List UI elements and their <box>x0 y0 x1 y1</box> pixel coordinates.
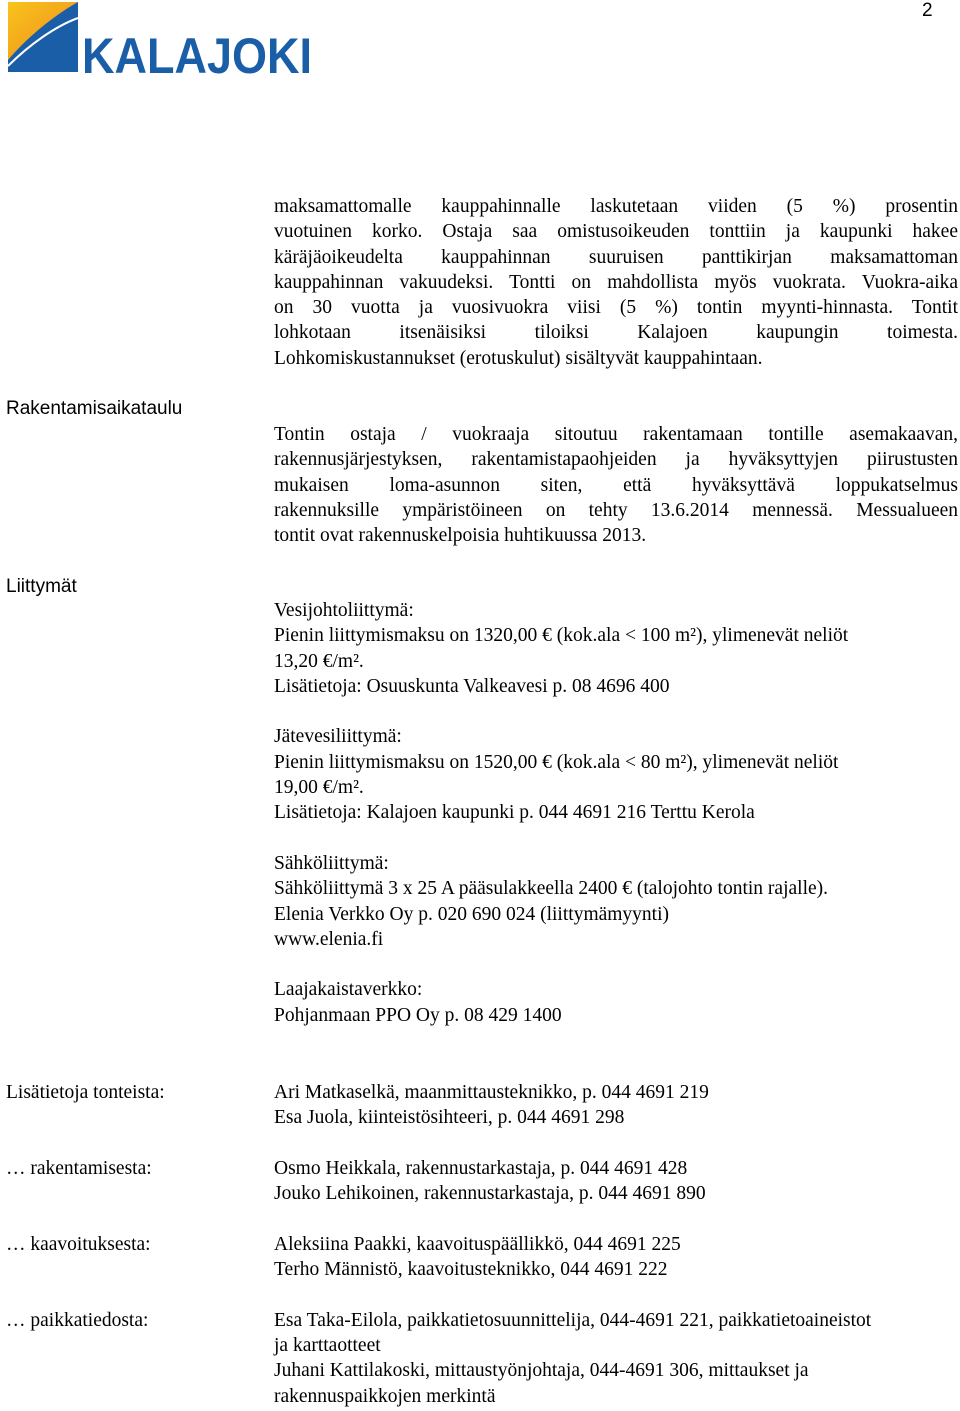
contact-label: … rakentamisesta: <box>6 1157 152 1179</box>
section-label-construction-schedule: Rakentamisaikataulu <box>6 398 183 419</box>
contacts-section <box>0 1080 960 1409</box>
connection-line: 19,00 €/m². <box>274 777 364 799</box>
contact-line: Osmo Heikkala, rakennustarkastaja, p. 044 4691 428 <box>274 1157 688 1179</box>
elenia-website-link[interactable]: www.elenia.fi <box>274 928 384 950</box>
contact-line: Ari Matkaselkä, maanmittausteknikko, p. 044 4691 219 <box>274 1082 709 1103</box>
kalajoki-sail-logo-icon <box>8 2 78 72</box>
contact-people <box>274 1308 960 1409</box>
paragraph-line: käräjäoikeudelta kauppahinnan suuruisen panttikirjan maksamattoman <box>274 246 958 268</box>
contact-line: Aleksiina Paakki, kaavoituspäällikkö, 044 4691 225 <box>274 1233 681 1255</box>
contact-label: Lisätietoja tonteista: <box>6 1082 165 1103</box>
connection-heading: Vesijohtoliittymä: <box>274 600 414 621</box>
kalajoki-logo <box>0 0 320 80</box>
contact-line: Juhani Kattilakoski, mittaustyönjohtaja, 044-4691 306, mittaukset ja <box>274 1360 809 1382</box>
intro-paragraph <box>274 194 958 371</box>
connection-heading: Laajakaistaverkko: <box>274 979 423 1001</box>
section-label-connections: Liittymät <box>6 576 77 597</box>
contact-label: … paikkatiedosta: <box>6 1309 149 1331</box>
contact-line: ja karttaotteet <box>274 1334 381 1356</box>
paragraph-line: rakennusjärjestyksen, rakentamistapaohjeiden ja hyväksyttyjen piirustusten <box>274 449 958 471</box>
contact-group-zoning <box>0 1232 960 1283</box>
contact-group-building <box>0 1156 960 1207</box>
paragraph-line: kauppahinnan vakuudeksi. Tontti on mahdollista myös vuokrata. Vuokra-aika <box>274 271 958 293</box>
connection-line: Elenia Verkko Oy p. 020 690 024 (liittymämyynti) <box>274 903 670 925</box>
paragraph-line: rakennuksille ympäristöineen on tehty 13.6.2014 mennessä. Messualueen <box>274 499 958 521</box>
connection-heading: Jätevesiliittymä: <box>274 726 402 748</box>
contact-line: Esa Juola, kiinteistösihteeri, p. 044 4691 298 <box>274 1107 625 1129</box>
contact-group-geodata <box>0 1308 960 1409</box>
electricity-connection-group <box>274 851 958 952</box>
logo-wordmark: KALAJOKI <box>82 28 312 80</box>
contact-line: Esa Taka-Eilola, paikkatietosuunnittelija, 044-4691 221, paikkatietoaineistot <box>274 1309 872 1331</box>
water-connection-group <box>274 598 958 699</box>
paragraph-line: mukaisen loma-asunnon siten, että hyväksyttävä loppukatselmus <box>274 474 958 496</box>
contact-label: … kaavoituksesta: <box>6 1233 151 1255</box>
contact-line: Jouko Lehikoinen, rakennustarkastaja, p. 044 4691 890 <box>274 1183 706 1205</box>
paragraph-line: maksamattomalle kauppahinnalle laskutetaan viiden (5 %) prosentin <box>274 196 958 217</box>
connection-line: Pohjanmaan PPO Oy p. 08 429 1400 <box>274 1004 562 1026</box>
contact-people <box>274 1232 960 1283</box>
paragraph-line: vuotuinen korko. Ostaja saa omistusoikeuden tonttiin ja kaupunki hakee <box>274 221 958 243</box>
construction-schedule-paragraph <box>274 422 958 548</box>
connection-line: Pienin liittymismaksu on 1320,00 € (kok.ala < 100 m²), ylimenevät neliöt <box>274 625 849 647</box>
paragraph-line: lohkotaan itsenäisiksi tiloiksi Kalajoen kaupungin toimesta. <box>274 322 958 344</box>
paragraph-line: tontit ovat rakennuskelpoisia huhtikuussa 2013. <box>274 525 647 547</box>
broadband-connection-group <box>274 977 958 1028</box>
connection-line: Lisätietoja: Kalajoen kaupunki p. 044 4691 216 Terttu Kerola <box>274 802 755 824</box>
connection-line: 13,20 €/m². <box>274 650 364 672</box>
connections-section <box>274 598 958 1028</box>
connection-line: Pienin liittymismaksu on 1520,00 € (kok.ala < 80 m²), ylimenevät neliöt <box>274 751 839 773</box>
contact-line: Terho Männistö, kaavoitusteknikko, 044 4691 222 <box>274 1259 668 1281</box>
paragraph-line: on 30 vuotta ja vuosivuokra viisi (5 %) tontin myynti-hinnasta. Tontit <box>274 297 958 319</box>
sewer-connection-group <box>274 724 958 825</box>
contact-people <box>274 1080 960 1131</box>
connection-line: Sähköliittymä 3 x 25 A pääsulakkeella 2400 € (talojohto tontin rajalle). <box>274 878 829 900</box>
connection-line: Lisätietoja: Osuuskunta Valkeavesi p. 08 4696 400 <box>274 675 670 697</box>
contact-people <box>274 1156 960 1207</box>
contact-line: rakennuspaikkojen merkintä <box>274 1385 496 1407</box>
paragraph-line: Tontin ostaja / vuokraaja sitoutuu rakentamaan tontille asemakaavan, <box>274 424 958 445</box>
page-number: 2 <box>922 0 933 21</box>
paragraph-line: Lohkomiskustannukset (erotuskulut) sisältyvät kauppahintaan. <box>274 347 763 369</box>
contact-group-plots <box>0 1080 960 1131</box>
connection-heading: Sähköliittymä: <box>274 852 389 874</box>
